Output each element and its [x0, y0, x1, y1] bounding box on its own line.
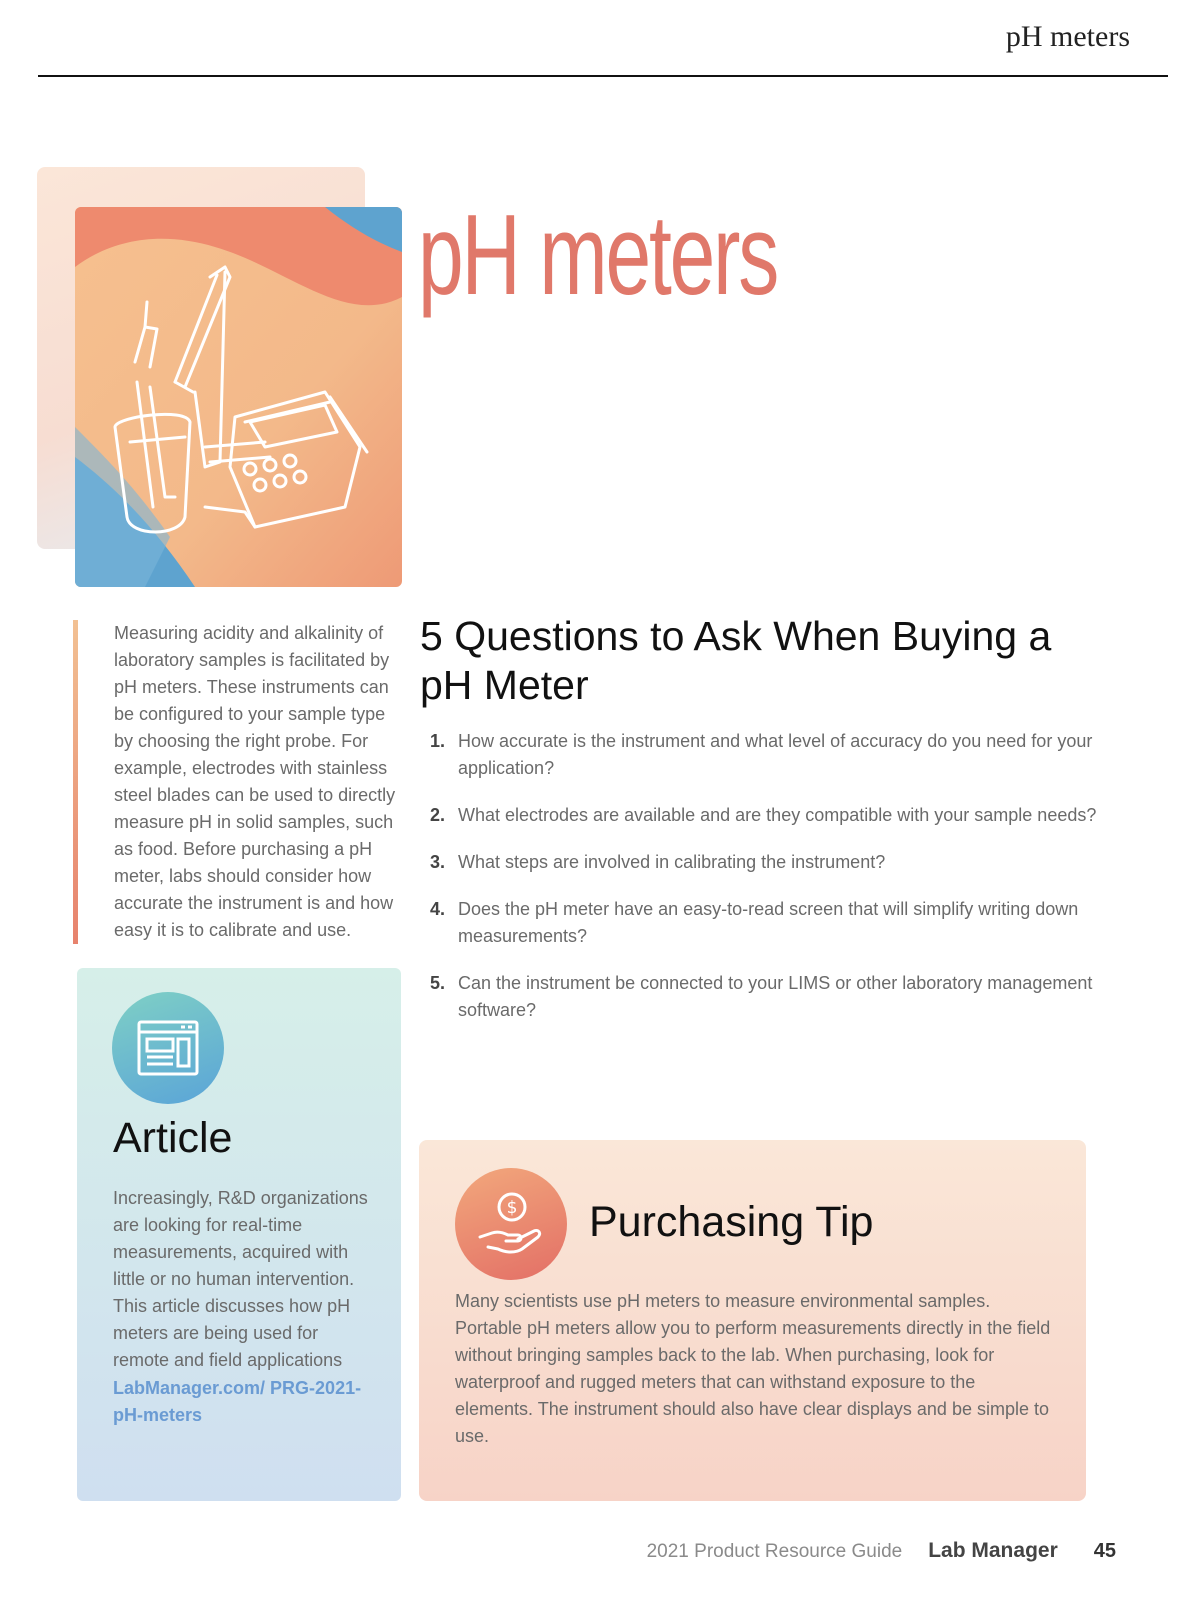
article-summary: Increasingly, R&D organizations are looking for real-time measurements, acquired with little or no human intervention. This article discusses how pH meters are being used for remote and field applications [113, 1188, 368, 1370]
page-number: 45 [1093, 1540, 1116, 1562]
question-number: 3. [430, 852, 446, 872]
coin-in-hand-icon [476, 1191, 546, 1257]
tip-body: Many scientists use pH meters to measure environmental samples. Portable pH meters allow you to perform measurements directly in the field without bringing samples back to the lab. When purchasing, look for waterproof and rugged meters that can withstand exposure to the elements. The instrument should also have clear displays and be simple to use. [455, 1291, 1051, 1446]
svg-text:$: $ [506, 1198, 518, 1218]
question-number: 2. [430, 805, 446, 825]
ph-meter-illustration [75, 207, 402, 587]
question-number: 1. [430, 731, 446, 751]
intro-paragraph: Measuring acidity and alkalinity of laboratory samples is facilitated by pH meters. These instruments can be configured to your sample type by choosing the right probe. For example, electrodes with stainless steel blades can be used to directly measure pH in solid samples, such as food. Before purchasing a pH meter, labs should consider how accurate the instrument is and how easy it is to calibrate and use. [73, 620, 398, 944]
question-text: Can the instrument be connected to your LIMS or other laboratory management software? [458, 973, 1093, 1020]
questions-list [430, 728, 1100, 1044]
question-number: 5. [430, 973, 446, 993]
article-icon [112, 992, 224, 1104]
article-sidebar [77, 968, 401, 1501]
question-item [430, 970, 1100, 1024]
illustration-svg [75, 207, 402, 587]
dollar-hand-icon [455, 1168, 567, 1280]
article-title: Article [113, 1114, 233, 1162]
question-text: How accurate is the instrument and what level of accuracy do you need for your application? [458, 731, 1093, 778]
question-text: What electrodes are available and are they compatible with your sample needs? [458, 805, 1097, 825]
question-item [430, 802, 1100, 829]
header-rule [38, 75, 1168, 77]
question-item [430, 896, 1100, 950]
page-footer [647, 1539, 1116, 1563]
footer-brand: Lab Manager [928, 1539, 1058, 1562]
question-item [430, 849, 1100, 876]
article-link[interactable]: LabManager.com/ PRG-2021-pH-meters [113, 1378, 362, 1425]
tip-title: Purchasing Tip [589, 1198, 874, 1246]
page-title: pH meters [418, 192, 778, 319]
browser-window-icon [137, 1020, 199, 1076]
footer-guide-title: 2021 Product Resource Guide [646, 1541, 903, 1562]
questions-heading: 5 Questions to Ask When Buying a pH Meter [420, 613, 1052, 708]
question-item [430, 728, 1100, 782]
purchasing-tip-box [419, 1140, 1086, 1501]
question-text: Does the pH meter have an easy-to-read screen that will simplify writing down measurements? [458, 899, 1079, 946]
running-header-title: pH meters [1005, 20, 1130, 53]
question-number: 4. [430, 899, 446, 919]
question-text: What steps are involved in calibrating the instrument? [458, 852, 886, 872]
